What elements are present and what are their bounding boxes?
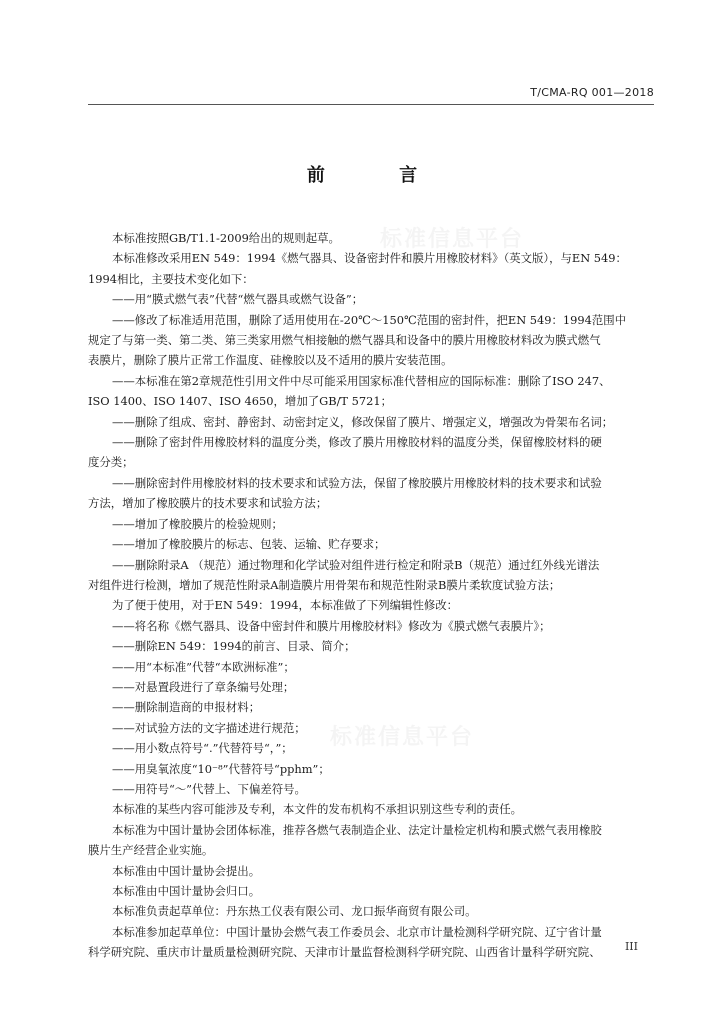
text-line: ——删除了密封件用橡胶材料的温度分类，修改了膜片用橡胶材料的温度分类，保留橡胶材料的硬	[112, 435, 602, 450]
text-line: ——用“本标准”代替“本欧洲标准”；	[112, 659, 295, 674]
page-title: 前 言	[306, 165, 452, 186]
text-line: ——本标准在第2章规范性引用文件中尽可能采用国家标准代替相应的国际标准：删除了ISO 247、	[112, 373, 611, 388]
text-line: 方法，增加了橡胶膜片的技术要求和试验方法；	[88, 496, 328, 511]
text-line: ——删除制造商的申报材料；	[112, 700, 261, 715]
text-line: ——用臭氧浓度“10⁻⁸”代替符号“pphm”；	[112, 761, 330, 776]
text-line: ——删除附录A （规范）通过物理和化学试验对组件进行检定和附录B（规范）通过红外线光谱法	[112, 557, 600, 572]
text-line: 本标准修改采用EN 549：1994《燃气器具、设备密封件和膜片用橡胶材料》（英文版），与EN 549：	[112, 251, 627, 266]
text-line: ——删除密封件用橡胶材料的技术要求和试验方法，保留了橡胶膜片用橡胶材料的技术要求和试验	[112, 475, 602, 490]
text-line: 本标准的某些内容可能涉及专利，本文件的发布机构不承担识别这些专利的责任。	[112, 802, 523, 817]
text-line: 本标准为中国计量协会团体标准，推荐各燃气表制造企业、法定计量检定机构和膜式燃气表用橡胶	[112, 822, 602, 837]
standard-code: T/CMA-RQ 001—2018	[530, 86, 654, 99]
text-line: ——增加了橡胶膜片的检验规则；	[112, 516, 283, 531]
header-rule	[88, 104, 654, 105]
watermark: 标准信息平台	[330, 725, 475, 750]
text-line: ——删除EN 549：1994的前言、目录、简介；	[112, 639, 356, 654]
page-number: III	[624, 940, 638, 953]
text-line: ——修改了标准适用范围，删除了适用使用在-20℃～150℃范围的密封件，把EN 549：1994范围中	[112, 312, 627, 327]
text-line: 科学研究院、重庆市计量质量检测研究院、天津市计量监督检测科学研究院、山西省计量科学研究院、	[88, 945, 601, 960]
text-line: 表膜片，删除了膜片正常工作温度、硅橡胶以及不适用的膜片安装范围。	[88, 353, 453, 368]
text-line: ——对试验方法的文字描述进行规范；	[112, 720, 306, 735]
text-line: ——用“膜式燃气表”代替“燃气器具或燃气设备”；	[112, 292, 364, 307]
text-line: 度分类；	[88, 455, 134, 470]
text-line: 本标准参加起草单位：中国计量协会燃气表工作委员会、北京市计量检测科学研究院、辽宁省计量	[112, 924, 602, 939]
text-line: ——用符号“～”代替上、下偏差符号。	[112, 781, 306, 796]
text-line: ——用小数点符号“.”代替符号“，”；	[112, 741, 293, 756]
text-line: 1994相比，主要技术变化如下：	[88, 271, 254, 286]
text-line: 本标准由中国计量协会提出。	[112, 863, 261, 878]
text-line: 本标准由中国计量协会归口。	[112, 884, 261, 898]
text-line: ——将名称《燃气器具、设备中密封件和膜片用橡胶材料》修改为《膜式燃气表膜片》；	[112, 618, 551, 633]
text-line: ——增加了橡胶膜片的标志、包装、运输、贮存要求；	[112, 537, 386, 552]
text-line: 规定了与第一类、第二类、第三类家用燃气相接触的燃气器具和设备中的膜片用橡胶材料改为膜式燃气	[88, 333, 601, 348]
text-line: ISO 1400、ISO 1407、ISO 4650，增加了GB/T 5721；	[88, 394, 392, 409]
text-line: ——删除了组成、密封、静密封、动密封定义，修改保留了膜片、增强定义，增强改为骨架布名词；	[112, 414, 614, 429]
foreword-body	[88, 228, 654, 963]
text-line: 对组件进行检测，增加了规范性附录A制造膜片用骨架布和规范性附录B膜片柔软度试验方法；	[88, 577, 561, 592]
text-line: 本标准负责起草单位：丹东热工仪表有限公司、龙口振华商贸有限公司。	[112, 904, 477, 919]
text-line: 为了便于使用，对于EN 549：1994，本标准做了下列编辑性修改：	[112, 598, 459, 613]
text-line: 本标准按照GB/T1.1-2009给出的规则起草。	[112, 231, 340, 245]
text-line: 膜片生产经营企业实施。	[88, 843, 214, 858]
text-line: ——对悬置段进行了章条编号处理；	[112, 679, 295, 694]
watermark: 标准信息平台	[380, 227, 525, 252]
